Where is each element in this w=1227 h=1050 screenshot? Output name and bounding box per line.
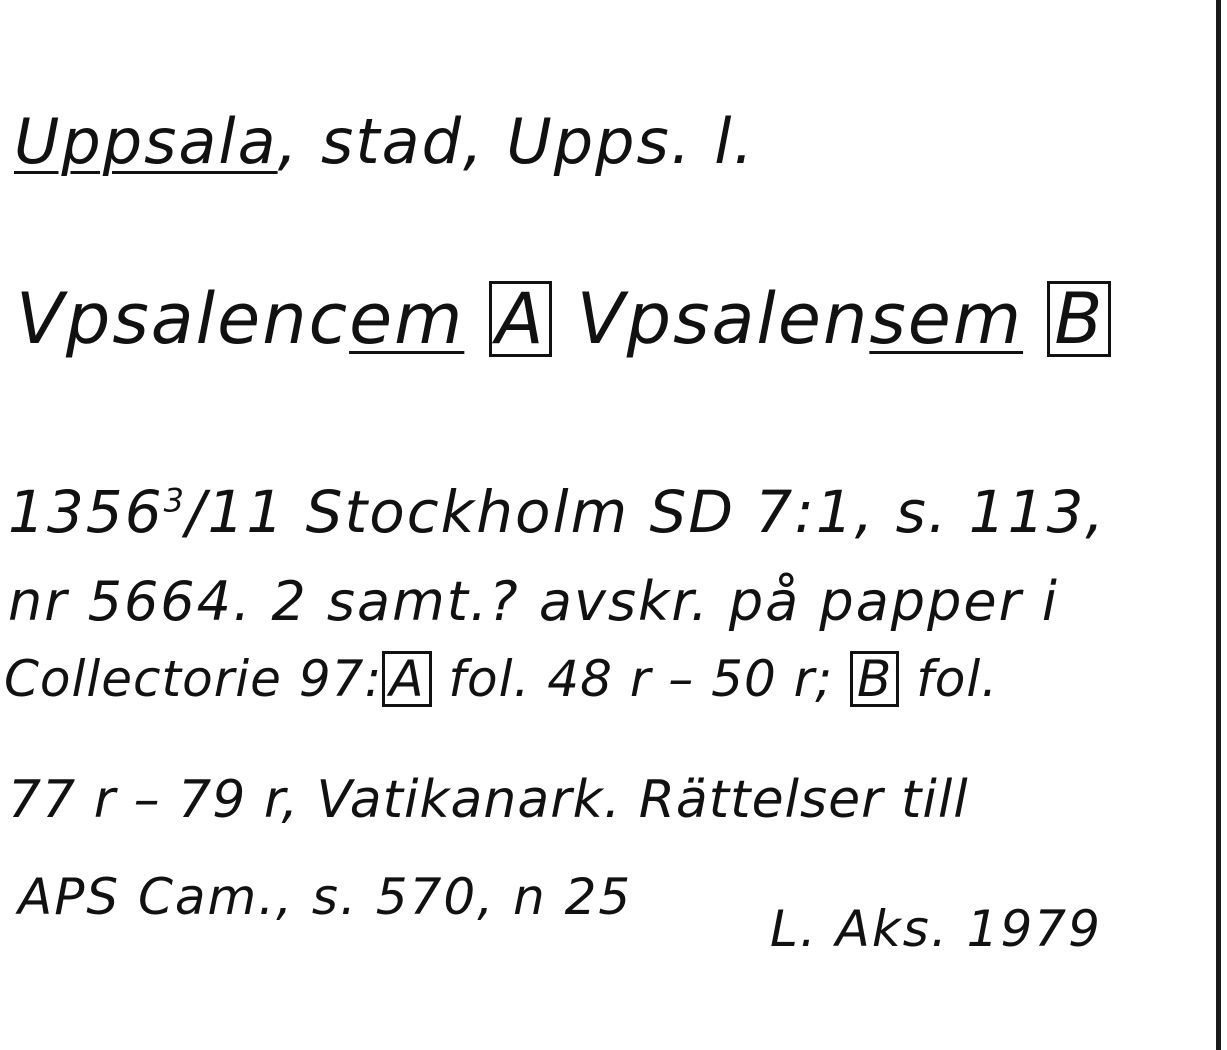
card-edge-line	[1216, 0, 1221, 1050]
form-b-stem: Vpsalen	[576, 278, 870, 360]
signature	[770, 900, 1102, 958]
place-name: Uppsala	[14, 105, 278, 178]
form-b-ending: sem	[869, 278, 1024, 360]
body-line-1	[8, 478, 1106, 546]
body-line-4	[8, 770, 969, 830]
body-line-3	[4, 650, 998, 708]
forms-line	[16, 278, 1111, 360]
body-line-2	[8, 570, 1059, 633]
folio-range-b: 77 r – 79 r, Vatikanark. Rättelser till	[8, 770, 969, 830]
date-year: 1356	[8, 478, 164, 546]
heading-line	[14, 105, 755, 178]
form-a-ending: em	[349, 278, 465, 360]
record-number: nr 5664. 2 samt.? avskr. på papper i	[8, 570, 1059, 633]
label-b-bracket: B	[1047, 281, 1111, 357]
signature-text: L. Aks. 1979	[770, 900, 1102, 958]
folio-label-a: A	[382, 651, 431, 707]
folio-range-b-prefix: fol.	[899, 650, 999, 708]
date-day: 3	[163, 481, 186, 520]
folio-range-a: fol. 48 r – 50 r;	[431, 650, 850, 708]
heading-details: , stad, Upps. l.	[277, 105, 756, 178]
aps-reference: APS Cam., s. 570, n 25	[18, 868, 633, 926]
body-line-5	[18, 868, 632, 926]
folio-label-b: B	[850, 651, 899, 707]
form-a-stem: Vpsalenc	[16, 278, 350, 360]
collectorie-reference: Collectorie 97:	[4, 650, 383, 708]
label-a-bracket: A	[489, 281, 553, 357]
source-reference: /11 Stockholm SD 7:1, s. 113,	[185, 478, 1106, 546]
